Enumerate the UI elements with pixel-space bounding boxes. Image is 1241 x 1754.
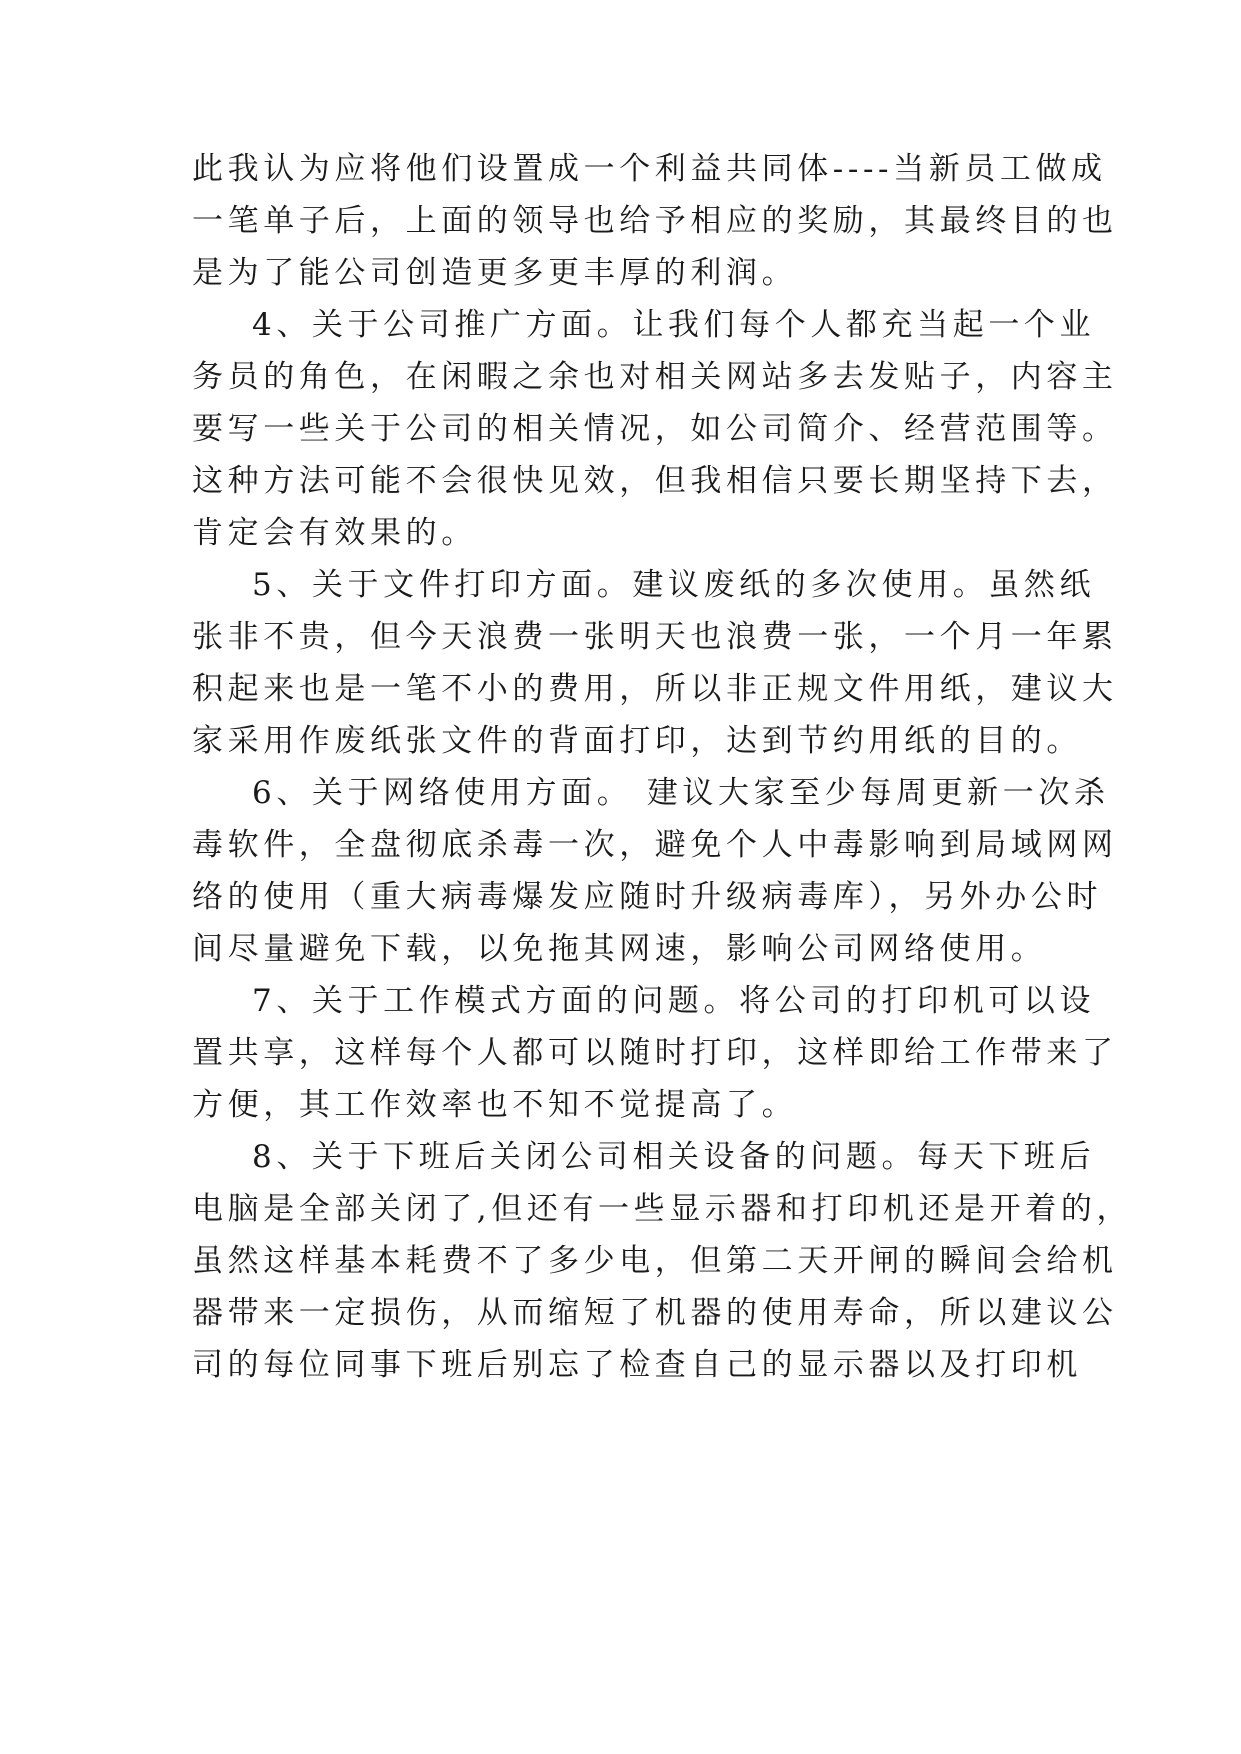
text-line: 司的每位同事下班后别忘了检查自己的显示器以及打印机 (192, 1347, 1082, 1383)
text-line: 积起来也是一笔不小的费用，所以非正规文件用纸，建议大 (192, 671, 1118, 707)
text-line: 肯定会有效果的。 (192, 515, 477, 551)
text-line: 电脑是全部关闭了,但还有一些显示器和打印机还是开着的， (192, 1191, 1133, 1227)
text-line: 方便，其工作效率也不知不觉提高了。 (192, 1087, 798, 1123)
text-line: 一笔单子后，上面的领导也给予相应的奖励，其最终目的也 (192, 203, 1118, 239)
text-line: 络的使用（重大病毒爆发应随时升级病毒库），另外办公时 (192, 879, 1103, 915)
text-line: 虽然这样基本耗费不了多少电，但第二天开闸的瞬间会给机 (192, 1243, 1118, 1279)
text-line: 张非不贵，但今天浪费一张明天也浪费一张，一个月一年累 (192, 619, 1118, 655)
text-line: 置共享，这样每个人都可以随时打印，这样即给工作带来了 (192, 1035, 1118, 1071)
text-line: 务员的角色，在闲暇之余也对相关网站多去发贴子，内容主 (192, 359, 1118, 395)
paragraph-8-start: 8、关于下班后关闭公司相关设备的问题。每天下班后 (252, 1139, 1096, 1175)
text-line: 器带来一定损伤，从而缩短了机器的使用寿命，所以建议公 (192, 1295, 1118, 1331)
paragraph-7-start: 7、关于工作模式方面的问题。将公司的打印机可以设 (252, 983, 1096, 1019)
text-line: 是为了能公司创造更多更丰厚的利润。 (192, 255, 798, 291)
paragraph-5-start: 5、关于文件打印方面。建议废纸的多次使用。虽然纸 (252, 567, 1096, 603)
text-line: 要写一些关于公司的相关情况，如公司简介、经营范围等。 (192, 411, 1118, 447)
paragraph-6-start: 6、关于网络使用方面。 建议大家至少每周更新一次杀 (252, 775, 1110, 811)
text-line: 此我认为应将他们设置成一个利益共同体----当新员工做成 (192, 151, 1107, 187)
text-line: 家采用作废纸张文件的背面打印，达到节约用纸的目的。 (192, 723, 1082, 759)
text-line: 这种方法可能不会很快见效，但我相信只要长期坚持下去， (192, 463, 1118, 499)
text-line: 间尽量避免下载，以免拖其网速，影响公司网络使用。 (192, 931, 1047, 967)
paragraph-4-start: 4、关于公司推广方面。让我们每个人都充当起一个业 (252, 307, 1096, 343)
text-line: 毒软件，全盘彻底杀毒一次，避免个人中毒影响到局域网网 (192, 827, 1118, 863)
